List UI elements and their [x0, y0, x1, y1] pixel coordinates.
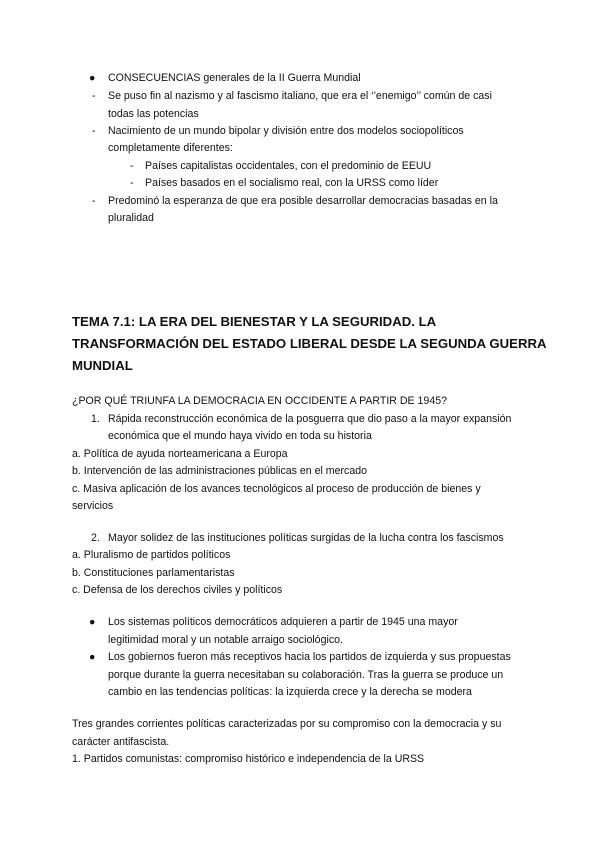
- subitem-socialismo: Países basados en el socialismo real, con la URSS como líder: [145, 177, 439, 189]
- tema-heading-line-2: TRANSFORMACIÓN DEL ESTADO LIBERAL DESDE LA SEGUNDA GUERRA: [72, 336, 547, 351]
- bullet-marker: ●: [89, 616, 96, 628]
- subitem-capitalistas: Países capitalistas occidentales, con el predominio de EEUU: [145, 160, 432, 172]
- consecuencia-1-line-1: Se puso fin al nazismo y al fascismo italiano, que era el ‘’enemigo’’ común de casi: [108, 90, 492, 102]
- dash-marker: -: [130, 160, 134, 172]
- conclusion-line-2: carácter antifascista.: [72, 736, 170, 748]
- point-1-sub-a: a. Política de ayuda norteamericana a Europa: [72, 448, 288, 460]
- list-number: 1.: [91, 413, 100, 425]
- list-number: 2.: [91, 532, 100, 544]
- conclusion-line-1: Tres grandes corrientes políticas caracterizadas por su compromiso con la democracia y su: [72, 718, 502, 730]
- bullet-marker: ●: [89, 651, 96, 663]
- consecuencia-3-line-1: Predominó la esperanza de que era posible desarrollar democracias basadas en la: [108, 195, 498, 207]
- consecuencias-title: CONSECUENCIAS generales de la II Guerra Mundial: [108, 72, 361, 84]
- tema-heading-line-3: MUNDIAL: [72, 358, 133, 373]
- point-1-sub-b: b. Intervención de las administraciones públicas en el mercado: [72, 465, 368, 477]
- bullet-2-line-3: cambio en las tendencias políticas: la izquierda crece y la derecha se modera: [108, 686, 472, 698]
- point-2-sub-a: a. Pluralismo de partidos políticos: [72, 549, 231, 561]
- bullet-1-line-2: legitimidad moral y un notable arraigo sociológico.: [108, 634, 343, 646]
- dash-marker: -: [130, 177, 134, 189]
- point-2-text: Mayor solidez de las instituciones políticas surgidas de la lucha contra los fascismos: [108, 532, 504, 544]
- conclusion-item-1: 1. Partidos comunistas: compromiso histórico e independencia de la URSS: [72, 753, 425, 765]
- consecuencia-3-line-2: pluralidad: [108, 212, 154, 224]
- dash-marker: -: [92, 90, 96, 102]
- bullet-2-line-2: porque durante la guerra necesitaban su colaboración. Tras la guerra se produce un: [108, 669, 504, 681]
- section-question: ¿POR QUÉ TRIUNFA LA DEMOCRACIA EN OCCIDENTE A PARTIR DE 1945?: [72, 395, 447, 407]
- point-1-line-2: económica que el mundo haya vivido en toda su historia: [108, 430, 372, 442]
- dash-marker: -: [92, 195, 96, 207]
- consecuencia-2-line-2: completamente diferentes:: [108, 142, 233, 154]
- point-1-sub-c-cont: servicios: [72, 500, 114, 512]
- bullet-2-line-1: Los gobiernos fueron más receptivos hacia los partidos de izquierda y sus propuestas: [108, 651, 511, 663]
- point-2-sub-c: c. Defensa de los derechos civiles y políticos: [72, 584, 283, 596]
- consecuencia-2-line-1: Nacimiento de un mundo bipolar y división entre dos modelos sociopolíticos: [108, 125, 464, 137]
- point-2-sub-b: b. Constituciones parlamentaristas: [72, 567, 235, 579]
- point-1-sub-c: c. Masiva aplicación de los avances tecnológicos al proceso de producción de bienes y: [72, 483, 481, 495]
- tema-heading-line-1: TEMA 7.1: LA ERA DEL BIENESTAR Y LA SEGURIDAD. LA: [72, 314, 437, 329]
- point-1-line-1: Rápida reconstrucción económica de la posguerra que dio paso a la mayor expansión: [108, 413, 512, 425]
- dash-marker: -: [92, 125, 96, 137]
- bullet-1-line-1: Los sistemas políticos democráticos adquieren a partir de 1945 una mayor: [108, 616, 458, 628]
- consecuencia-1-line-2: todas las potencias: [108, 108, 199, 120]
- bullet-marker: ●: [89, 72, 96, 84]
